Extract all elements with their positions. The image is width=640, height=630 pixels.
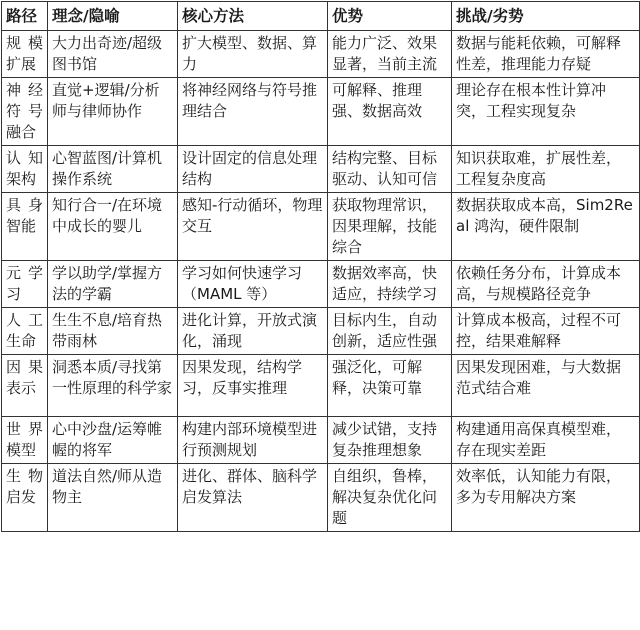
cell-path: 人工生命 — [2, 308, 48, 355]
header-row — [2, 2, 640, 31]
cell-method: 感知-行动循环，物理交互 — [178, 193, 328, 261]
cell-concept: 洞悉本质/寻找第一性原理的科学家 — [48, 355, 178, 417]
cell-method: 将神经网络与符号推理结合 — [178, 78, 328, 146]
cell-concept: 直觉+逻辑/分析师与律师协作 — [48, 78, 178, 146]
cell-concept: 学以助学/掌握方法的学霸 — [48, 261, 178, 308]
cell-challenge: 因果发现困难，与大数据范式结合难 — [452, 355, 640, 417]
table-row — [2, 417, 640, 464]
cell-path: 神经符号融合 — [2, 78, 48, 146]
cell-concept: 大力出奇迹/超级图书馆 — [48, 31, 178, 78]
cell-advantage: 结构完整、目标驱动、认知可信 — [328, 146, 452, 193]
table-row — [2, 146, 640, 193]
cell-challenge: 理论存在根本性计算冲突，工程实现复杂 — [452, 78, 640, 146]
header-concept: 理念/隐喻 — [48, 2, 178, 31]
cell-concept: 知行合一/在环境中成长的婴儿 — [48, 193, 178, 261]
cell-challenge: 依赖任务分布，计算成本高，与规模路径竞争 — [452, 261, 640, 308]
table-row — [2, 464, 640, 532]
cell-advantage: 获取物理常识，因果理解，技能综合 — [328, 193, 452, 261]
header-advantage: 优势 — [328, 2, 452, 31]
cell-path: 世界模型 — [2, 417, 48, 464]
cell-advantage: 可解释、推理强、数据高效 — [328, 78, 452, 146]
cell-challenge: 构建通用高保真模型难，存在现实差距 — [452, 417, 640, 464]
cell-path: 元学习 — [2, 261, 48, 308]
cell-path: 规模扩展 — [2, 31, 48, 78]
cell-challenge: 知识获取难，扩展性差，工程复杂度高 — [452, 146, 640, 193]
cell-concept: 心智蓝图/计算机操作系统 — [48, 146, 178, 193]
cell-path: 因果表示 — [2, 355, 48, 417]
cell-advantage: 强泛化，可解释，决策可靠 — [328, 355, 452, 417]
cell-path: 生物启发 — [2, 464, 48, 532]
cell-method: 学习如何快速学习（MAML 等） — [178, 261, 328, 308]
header-method: 核心方法 — [178, 2, 328, 31]
cell-path: 具身智能 — [2, 193, 48, 261]
comparison-table — [1, 1, 640, 532]
cell-advantage: 数据效率高，快适应，持续学习 — [328, 261, 452, 308]
cell-method: 设计固定的信息处理结构 — [178, 146, 328, 193]
cell-method: 扩大模型、数据、算力 — [178, 31, 328, 78]
table-row — [2, 355, 640, 417]
cell-advantage: 减少试错，支持复杂推理想象 — [328, 417, 452, 464]
cell-concept: 道法自然/师从造物主 — [48, 464, 178, 532]
cell-advantage: 目标内生，自动创新，适应性强 — [328, 308, 452, 355]
cell-challenge: 计算成本极高，过程不可控，结果难解释 — [452, 308, 640, 355]
cell-challenge: 数据获取成本高，Sim2Real 鸿沟，硬件限制 — [452, 193, 640, 261]
table-row — [2, 31, 640, 78]
table-row — [2, 261, 640, 308]
cell-method: 因果发现，结构学习，反事实推理 — [178, 355, 328, 417]
cell-method: 构建内部环境模型进行预测规划 — [178, 417, 328, 464]
cell-method: 进化、群体、脑科学启发算法 — [178, 464, 328, 532]
table-row — [2, 193, 640, 261]
cell-concept: 生生不息/培育热带雨林 — [48, 308, 178, 355]
cell-method: 进化计算，开放式演化，涌现 — [178, 308, 328, 355]
cell-advantage: 能力广泛、效果显著，当前主流 — [328, 31, 452, 78]
header-path: 路径 — [2, 2, 48, 31]
table-row — [2, 308, 640, 355]
cell-advantage: 自组织，鲁棒，解决复杂优化问题 — [328, 464, 452, 532]
cell-challenge: 数据与能耗依赖，可解释性差，推理能力存疑 — [452, 31, 640, 78]
table-row — [2, 78, 640, 146]
cell-concept: 心中沙盘/运筹帷幄的将军 — [48, 417, 178, 464]
cell-challenge: 效率低，认知能力有限，多为专用解决方案 — [452, 464, 640, 532]
header-challenge: 挑战/劣势 — [452, 2, 640, 31]
cell-path: 认知架构 — [2, 146, 48, 193]
